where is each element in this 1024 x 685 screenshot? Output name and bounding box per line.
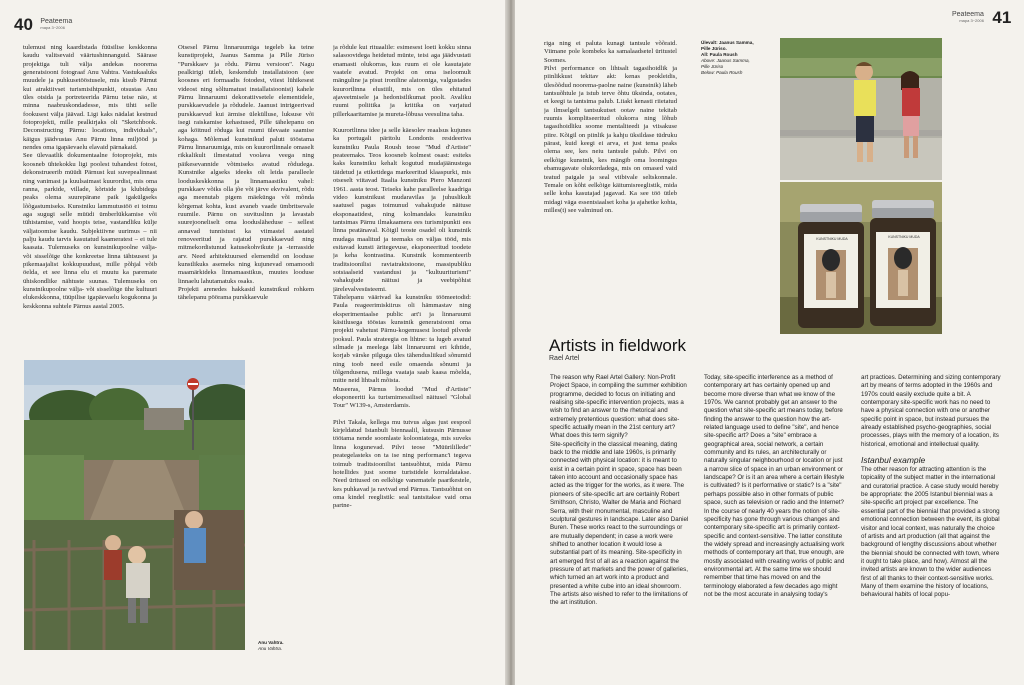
left-photo-caption [258,640,318,652]
page-number: 40 [14,15,33,34]
english-column-3 [861,374,1001,676]
caption-line: Below: Paula Roush [701,70,743,75]
article-column-2 [178,44,314,344]
left-page [0,0,507,685]
issue-label: mapa 3~2006 [959,18,984,23]
caption-line: Above: Jaanus Samma, [701,58,750,63]
article-column-continued [544,40,677,280]
issue-label: mapa 3~2006 [40,25,65,30]
paragraph: Tähelepanu väärivad ka kunstniku töömeetodid: Paula reageerimiskiirus oli hämmastav ning eksperimentaalse public art'i ja linnaruumi käsitlusega tööstas kunstnik generatsiooni oma projekti vahetust Pärnu-kogemusest lootud pilvede jooksul. Paula strateegia on lihtne: ta lugeb avatud silmade ja meelega läbi linnaruumi eri kihtide, korjab värske pilguga üles tähendusliikud sõnumid ning toob need esile omaenda sõnumi ja tõlgendusena, millega vaataja saab kaasa mõelda, mitte neid lihtsalt mõista. [333,293,471,385]
section-subheading: Istanbul example [861,455,926,466]
caption-line: All: Paula Roush [701,52,738,57]
paragraph: Pilvi Takala, kellega mu tutvus algas just eespool kirjeldatud Istanbuli biennaalil, kutsusin Pärnusse töötama nende soomlaste kolooniatega, mis suveks linna kogunevad. Pilvi teose "Müürilillede" peategelasteks on ta ise ning performanc'i tegeva toimub traditsioonilist tantsuõhtut, mida Pärnu hotellides just soome turistidele korraldatakse. Need üritused on eelkõige vanematele paarikestele, kes puhkavad ja ravivad end Pärnus. Tantsuõhtut on oma kindel reeglistik: seal tantsitakse vaid oma partne- [333,418,471,510]
right-folio [952,8,1011,28]
paragraph: Pilvi performance on lihtsalt tagasihoidlik ja piinlikkust tekitav akt: kenas peokleidis, ülesõõdud noorema-paolne naine (kunstnik) läheb tantsuõhtule ja istub terve õhtu üksinda, ootates, et keegi ta tantsima palub. Liiakt kenasti riietatud ja ilmselgelt tantsukutset ootav naine tekitab ruumis komplitseeritud olukorra ning lõhub tagasihoidliku soome mentaliteedi ja viisakuse piire. Kõigil on piinlik ja kahju üksildase tüdruku pärast, kuid keegi ei arva, et just tema peaks olema see, kes neiu tantsule palub. Pilvi on eelkõige kunstnik, kes mängib oma loomingus ebamugavate olukordadega, mis on omased vaid teatud paigale ja seal viibivale seltskonnale. Temale on kõht eelkõige käitumisreeglistik, mida selle koha kasutajad jagavad. Ka see töö ütleb midagi väga essentsiaalset koha ja ajahetke kohta, milles(t) see valminud on. [544,65,677,214]
article-byline: Rael Artel [549,355,580,362]
paragraph: See ülevaatlik dokumentaalne fotoprojekt, mis koosneb ühtekokku ligi poolest tuhandest fotost, dekonstrueerib müüdi Pärnust kui suvepealinnast ning vanimast ja kuulsaimast kuurordist, mis oma ranna, parkide, villade, kõrtside ja klubidega peaks olema suurepärane paik igakülgseks lõõgastumiseks. Kunstniku lammutustöö ei toimu aga sugugi selle müüdi ümberlükkamise või tühistamise, vaid hoopis teise, vastandliku külje väljatoomise kaudu. Subjektiivne uurimus – nii palju kaudu tarvis kasutatud kaameratest – ei tule kaasata. Tulemuseks on kunstnikupoolne välja- või sisselõige ühe konkreetse linna tähtsusest ja pikemaajalist kokkupuudust, mille põhjal võib öelda, et see linna elu ei muutu ka paremate ühiskondlike nähtuste suunas. Tulemuseks on kunstnikupoolne välja- või sisselõige ühe kultuuri elukeskkonna, tüüpilise igapäevaelu kogukonna ja keskkonna suhtele Pärnus aastal 2005. [23,152,157,310]
jar-label-left: KUNSTNIKU MUDA [816,237,848,241]
paragraph: Site-specificity in the classical meaning, dating back to the middle and late 1960s, is primarily connected with physical location: it is meant to exist in a certain point in space, space has been taken into account and occasionally space has acted as the trigger for the works, as it were. The pioneers of site-specific art are certainly Robert Smithson, Christo, Walter de Maria and Richard Serra, with their monumental, masculine and sculptural gestures in landscape. Later also Daniel Buren. These works react to the surroundings or are mutually dependent; in case a work were shifted to another location it would lose a substantial part of its meaning. Site-specificity in art emerged first of all as a reaction against the pressure of art markets and the power of galleries, which turned an art work into a product and presented a white cube into an ideal showroom. The artists also wished to refer to the limitations of the art institution. [550,440,689,607]
paragraph: Museeras, Pärnus loodud "Mud d'Artiste" eksponeeriti ka turismimessilisel näitusel "Global Tour" W139-s, Amsterdamis. [333,385,471,410]
caption-name-english: Anu Vahtra. [258,646,283,651]
fountain-photo-image [780,38,942,180]
right-page [515,0,1024,685]
paragraph: Today, site-specific interference as a method of contemporary art has certainly opened up and become more diverse than what we know of the 1970s. We cannot probably get an answer to the question what site-specific art means today, before finding the answer to the question how the art-related language used to define "site", and hence site-specific art? Does a "site" embrace a geographical area, social network, a certain community and its rules, an architecturally or naturally singular neighbourhood or location or just a narrow slice of space in an urban environment or landscape? Or is it an area where a certain lifestyle is cultivated? Is it performative or static? Is a "site" perhaps possible also in other formats of public space, such as television or radio and the Internet? In the course of nearly 40 years the notion of site-specificity has gone through various changes and contemporary site-specific art is primarily context-specific and context-sensitive. The latter constitute the widely spread and increasingly actualising work methods of contemporary art that, true enough, are mostly associated with creating works of public and environmental art. At the same time we should remember that time has moved on and the terminology elaborated a few decades ago might not be the most accurate in analysing today's [704,374,845,598]
caption-line: Pille Jüriso [701,64,724,69]
street-photo-image [24,360,245,650]
paragraph: Otsesel Pärnu linnaruumiga tegeleb ka teine kunstiprojekt, Jaanus Samma ja Pille Jüriso "Purskkaev ja rõdu. Pärnu versioon". Nagu pealkirigi ütleb, keskendub installatsioon (see koosnes eri formaadis fotodest, viiest lühikesest videost ning sõltumatust installatsioonist) kahele Pärnu linnaruumi dekoratiivsetele elementidele, purskkaevudele ja rõdudele. Jaanust intrigeerivad purskkaevud kui ärmise ülekülluse, luksuse või isegi raiskamise kehastused, Pille tähelepanu on aga köitnud rõduga kui ruumi ülevaate saamise kohaga. Mõlemad kunstnikud paluti tööstama Pärnu linnaruumiga, mis on kuurortlinnale omaselt rikkalikult ilmestatud voolava veega ning päikesevannide võtmiseks avatud rõdudega. Kunstnike algseks ideeks oli leida paralleele looduskeskkonna ja linnamaastiku vahel: purskkaev võiks olla jõe või järve ekvivalent, rõdu aga meenutab pigem mäekünga või mõnda kõrgemat kohta, kust avaneb vaade ümbritsevale ruumile. Pärnu on suvituslinn ja lavastab suurejooneliselt oma loodusläheduse – sellest annavad tunnistust ka viimastel aastatel renoveeritud ja rajatud purskkaevud ning mitmekordistunud katusekohvikute ja -terrasside arv. Need arhitektuursed elemendid on looduse kunstlikuks asemeks ning kujunevad omamoodi maamärkideks linnamaastikus, muutes looduse linnaelu lahutamatuks osaks. [178,44,314,285]
mud-jars-image [780,182,942,334]
article-column-1 [23,44,157,344]
right-photo-caption [701,40,777,76]
jar-label-right: KUNSTNIKU MUDA [888,235,920,239]
article-column-3 [333,44,471,650]
paragraph: tulemusi ning kaardistada füüsilise keskkonna kaudu valitsevaid väärtushinnanguid. Säärase projektiga tuli välja andekas noorema generatsiooni fotograaf Anu Vahtra. Vastukaaluks muudele ja puhkusetööstusele, mis kisub Pärnut kui atraktiivset turismisihtpunkti, otsustas Anu üles otsida ja portreteerida Pärnu teise näo, st minna naabruskondadesse, mis tihti selle fookusest välja jäävad. Ligi kaks nädalat kestnud fotoprojekti, mille pealkirjaks oli "Sketchbook. Deconstructing Pärnu: locations, individuals", käigus jäädvustas Anu Pärnu linna miljööd ja nendes oma igapäevaelu elavaid pärnakaid. [23,44,157,152]
paragraph: art practices. Determining and sizing contemporary art by means of terms adopted in the 1960s and 1970s could easily exclude quite a bit. A contemporary site-specific work has no need to have a physical connection with one or another specific point in space, but instead pursues the already established psycho-geographies, social processes, plays with the memory of a location, its historical, emotional and intellectual quality. [861,374,1001,448]
magazine-brand: Peateema [952,11,984,18]
paragraph: ja rõdule kui rituaalile: esimesest loeti kokku sinna salasoovidega heidetud münte, teisi aga jäädvustati enamasti olukorras, kus ruum ei ole kasutajate vaatele avatud. Projekt on oma iseloomult mänguline ja pisut ironiline alatooniga, valgustades kuurortlinna elustiili, mis on üles ehitatud ajaveetmisele ja hedonistlikumat poolt. Avaliku ruumi poliitika ja kriitika on varjatud pillerkaaritamise ja mureta-lõbusa veesulina taha. [333,44,471,118]
paragraph: The reason why Rael Artel Gallery: Non-Profit Project Space, in compiling the summer exhibition programme, decided to focus on initiating and realising site-specific intervention projects, was a wish to find an answer to the rhetorical and extremely pretentious question: what does site-specific actually mean in the 21st century art? What does this term signify? [550,374,687,440]
paragraph: Kuurortlinna idee ja selle käesolev reaalsus kujunes ka portugali päritolu Londonis resideeriva kunstniku Paula Roush teose "Mud d'Artiste" peateemaks. Teos koosneb kolmest osast: esiteks kaks kunstniku kehalt kogutud mudajäänustega täidetud ja etiketidega markeeritud klaaspurki, mis otseselt viitavad Itaalia kunstniku Piero Manzoni 1961. aasta teost. Teiseks kahe paralleelse kaadriga video kunstnikust mudaravilas ja juhuslikult saatusel pagas toimunud vahakujude näituse eksponaatidest, ning kolmandaks kunstniku tantsimas Pärnu ilmakaamera ees turismipunkti ees linna peatänaval. Kõigil teoste osadel oli kunstnik mudaga maalitud ja teemaks on väljas tööd, mis esitavad kunsti äritegevuse, eksponeeritud toodete ja keha kontrastina. Kunstnik kommenteerib traditsioonilisi raviatraktsioone, massipubliku sotsiaalseid vastandusi ja "kultuuriturismi" vahakujude näitusi ja veebipõhist järelevalvesüsteemi. [333,127,471,293]
page-number: 41 [992,8,1012,27]
caption-line: Ülevalt: Jaanus Samma, [701,40,754,45]
photo-pärnu-street [24,360,245,650]
english-column-1 [550,374,690,676]
magazine-brand: Peateema [40,18,73,25]
english-column-2 [704,374,846,676]
photo-mud-jars [780,182,942,334]
caption-line: Pille Jüriso. [701,46,727,51]
caption-name: Anu Vahtra. [258,640,284,645]
paragraph: riga ning ei paluta kunagi tantsule võõraid. Viimane pole kombeks ka samalaadsetel üritustel Soomes. [544,40,677,64]
paragraph: The other reason for attracting attention is the topicality of the subject matter in the international and curatorial practice. A case study would hereby be appropriate: the 2005 Istanbul biennial was a site-specific art project par excellence. The essential part of the biennial that provided a strong emotional connection between the event, its global visitor and local context, was naturally the choice of artists and art production (all that against the background of lengthy discussions about whether the biennial should be connected with town, where it ought to take place, and how). Almost all the invited artists are known to the wider audiences first of all thanks to their context-sensitive works. Many of them examine the history of locations, behavioural habits of local popu- [861,466,1000,599]
left-folio [14,15,72,35]
paragraph: Projekti arenedes hakkasid kunstnikud rohkem tähelepanu pöörama purskkaevule [178,285,314,302]
photo-fountain [780,38,942,180]
article-headline: Artists in fieldwork [549,336,686,355]
